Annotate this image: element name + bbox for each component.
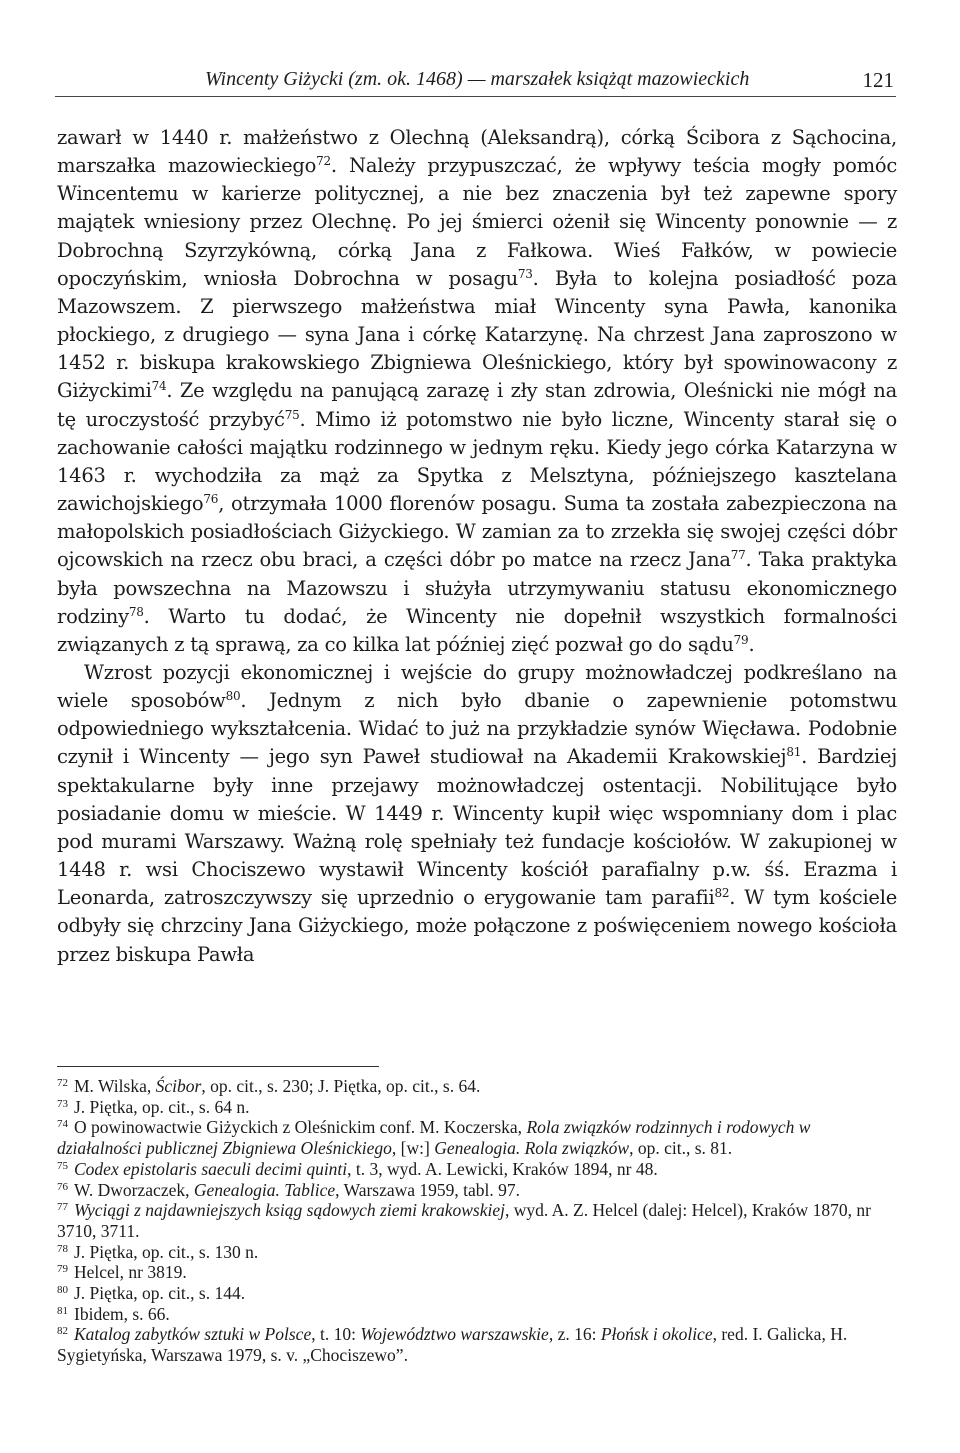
footnote-ref: 80 bbox=[225, 689, 241, 704]
footnote-74 bbox=[57, 1117, 897, 1158]
footnote-text: M. Wilska, bbox=[74, 1076, 156, 1096]
footnote-79 bbox=[57, 1262, 897, 1283]
text-run: . Mimo iż potomstwo nie było liczne, Wincenty starał się o zachowanie całości majątku rodzinnego w jednym ręku. Kiedy jego córka Katarzyna w 1463 r. wychodziła za mąż za Spytka z Melsztyna, późniejszego kasztelana zawichojskiego bbox=[57, 407, 897, 516]
text-run: Wzrost pozycji ekonomicznej i wejście do grupy możnowładczej podkreślano na wiele sposobów bbox=[57, 660, 897, 713]
footnote-80 bbox=[57, 1283, 897, 1304]
footnote-title: Codex epistolaris saeculi decimi quinti bbox=[74, 1158, 348, 1179]
footnote-number: 80 bbox=[57, 1284, 68, 1297]
footnote-text: , red. I. Galicka, H. Sygietyńska, Warszawa 1979, s. v. „Chociszewo”. bbox=[57, 1324, 848, 1366]
main-text bbox=[57, 124, 897, 969]
footnote-82 bbox=[57, 1324, 897, 1365]
footnote-81 bbox=[57, 1304, 897, 1325]
text-run: . Należy przypuszczać, że wpływy teścia mogły pomóc Wincentemu w karierze politycznej, a nie bez znaczenia był też zapewne spory majątek wniesiony przez Olechnę. Po jej śmierci ożenił się Wincenty ponownie — z Dobrochną Szyrzykówną, córką Jana z Fałkowa. Wieś Fałków, w powiecie opoczyńskim, wniosła Dobrochna w posagu bbox=[57, 154, 897, 290]
footnote-text: , t. 3, wyd. A. Lewicki, Kraków 1894, nr 48. bbox=[347, 1158, 658, 1179]
footnote-ref: 75 bbox=[284, 407, 300, 422]
footnote-number: 75 bbox=[57, 1159, 68, 1172]
footnote-separator bbox=[57, 1066, 379, 1067]
footnote-number: 82 bbox=[57, 1325, 68, 1338]
footnote-text: J. Piętka, op. cit., s. 144. bbox=[74, 1283, 246, 1304]
footnote-text: J. Piętka, op. cit., s. 64 n. bbox=[74, 1096, 250, 1117]
footnote-title: Genealogia. Rola związków bbox=[434, 1138, 630, 1159]
page-number: 121 bbox=[862, 68, 894, 92]
footnote-number: 74 bbox=[57, 1118, 68, 1131]
footnote-text: , op. cit., s. 81. bbox=[629, 1138, 733, 1159]
footnote-text: Helcel, nr 3819. bbox=[74, 1262, 187, 1283]
footnote-number: 73 bbox=[57, 1097, 68, 1110]
footnote-number: 76 bbox=[57, 1180, 68, 1193]
text-run: . Bardziej spektakularne były inne przejawy możnowładczej ostentacji. Nobilitujące było posiadanie domu w mieście. W 1449 r. Wincenty kupił więc wspomniany dom i plac pod murami Warszawy. Ważną rolę spełniały też fundacje kościołów. W zakupionej w 1448 r. wsi Chociszewo wystawił Wincenty kościół parafialny p.w. śś. Erazma i Leonarda, zatroszczywszy się uprzednio o erygowanie tam parafii bbox=[57, 745, 897, 910]
footnote-title: Rola związków rodzinnych i rodowych w działalności publicznej Zbigniewa Oleśnickiego bbox=[57, 1117, 811, 1159]
footnotes bbox=[57, 1076, 897, 1366]
footnote-text: , wyd. A. Z. Helcel (dalej: Helcel), Kraków 1870, nr 3710, 3711. bbox=[57, 1200, 871, 1241]
footnote-number: 81 bbox=[57, 1304, 68, 1317]
footnote-73 bbox=[57, 1097, 897, 1118]
footnote-ref: 78 bbox=[128, 604, 144, 619]
footnote-76 bbox=[57, 1180, 897, 1201]
footnote-title: Katalog zabytków sztuki w Polsce bbox=[74, 1324, 312, 1345]
text-run: . Taka praktyka była powszechna na Mazowszu i służyła utrzymywaniu statusu ekonomicznego rodziny bbox=[57, 548, 897, 628]
footnote-72 bbox=[57, 1076, 897, 1097]
footnote-number: 77 bbox=[57, 1201, 68, 1214]
text-run: . Była to kolejna posiadłość poza Mazowszem. Z pierwszego małżeństwa miał Wincenty syna Pawła, kanonika płockiego, z drugiego — syna Jana i córkę Katarzynę. Na chrzest Jana zaproszono w 1452 r. biskupa krakowskiego Zbigniewa Oleśnickiego, który był spowinowacony z Giżyckimi bbox=[57, 266, 897, 403]
footnote-ref: 82 bbox=[714, 886, 730, 901]
running-title: Wincenty Giżycki (zm. ok. 1468) — marszałek książąt mazowieckich bbox=[205, 68, 750, 90]
paragraph-2 bbox=[57, 659, 897, 969]
footnote-text: , z. 16: bbox=[548, 1324, 601, 1345]
footnote-number: 78 bbox=[57, 1242, 68, 1255]
text-run: . Ze względu na panującą zarazę i zły stan zdrowia, Oleśnicki nie mógł na tę uroczystość przybyć bbox=[57, 379, 897, 431]
text-run: . bbox=[748, 632, 755, 656]
footnote-text: , t. 10: bbox=[311, 1324, 361, 1345]
footnote-title: Ścibor bbox=[155, 1076, 202, 1096]
footnote-ref: 76 bbox=[203, 492, 219, 507]
footnote-text: W. Dworzaczek, bbox=[74, 1179, 194, 1200]
footnote-ref: 77 bbox=[730, 548, 746, 563]
paragraph-1 bbox=[57, 124, 897, 659]
running-header bbox=[55, 62, 896, 97]
footnote-ref: 73 bbox=[517, 266, 533, 281]
text-run: zawarł w 1440 r. małżeństwo z Olechną (Aleksandrą), córką Ścibora z Sąchocina, marszałka mazowieckiego bbox=[57, 126, 897, 178]
text-run: . Jednym z nich było dbanie o zapewnienie potomstwu odpowiedniego wykształcenia. Widać to już na przykładzie synów Więcława. Podobnie czynił i Wincenty — jego syn Paweł studiował na Akademii Krakowskiej bbox=[57, 689, 898, 769]
text-run: , otrzymała 1000 florenów posagu. Suma ta została zabezpieczona na małopolskich posiadłościach Giżyckiego. W zamian za to zrzekła się swojej części dóbr ojcowskich na rzecz obu braci, a części dóbr po matce na rzecz Jana bbox=[57, 492, 897, 572]
footnote-text: , Warszawa 1959, tabl. 97. bbox=[335, 1179, 521, 1200]
footnote-75 bbox=[57, 1159, 897, 1180]
footnote-text: O powinowactwie Giżyckich z Oleśnickim conf. M. Koczerska, bbox=[74, 1117, 527, 1138]
footnote-title: Województwo warszawskie bbox=[360, 1324, 549, 1345]
footnote-number: 79 bbox=[57, 1263, 68, 1276]
footnote-title: Wyciągi z najdawniejszych ksiąg sądowych ziemi krakowskiej bbox=[74, 1200, 505, 1221]
footnote-text: , [w:] bbox=[391, 1138, 435, 1159]
footnote-number: 72 bbox=[57, 1077, 68, 1089]
footnote-77 bbox=[57, 1200, 897, 1241]
footnote-text: J. Piętka, op. cit., s. 130 n. bbox=[74, 1241, 259, 1262]
text-run: . Warto tu dodać, że Wincenty nie dopełnił wszystkich formalności związanych z tą sprawą, za co kilka lat później zięć pozwał go do sądu bbox=[57, 604, 897, 656]
footnote-title: Genealogia. Tablice bbox=[193, 1179, 336, 1200]
text-run: . W tym kościele odbyły się chrzciny Jana Giżyckiego, może połączone z poświęceniem nowego kościoła przez biskupa Pawła bbox=[57, 886, 897, 966]
footnote-text: , op. cit., s. 230; J. Piętka, op. cit., s. 64. bbox=[201, 1076, 481, 1096]
footnote-title: Płońsk i okolice bbox=[600, 1324, 713, 1345]
footnote-ref: 79 bbox=[733, 632, 749, 647]
footnote-ref: 72 bbox=[316, 154, 331, 169]
footnote-ref: 81 bbox=[786, 745, 802, 760]
footnote-78 bbox=[57, 1242, 897, 1263]
footnote-ref: 74 bbox=[151, 379, 167, 394]
footnote-text: Ibidem, s. 66. bbox=[74, 1303, 170, 1324]
